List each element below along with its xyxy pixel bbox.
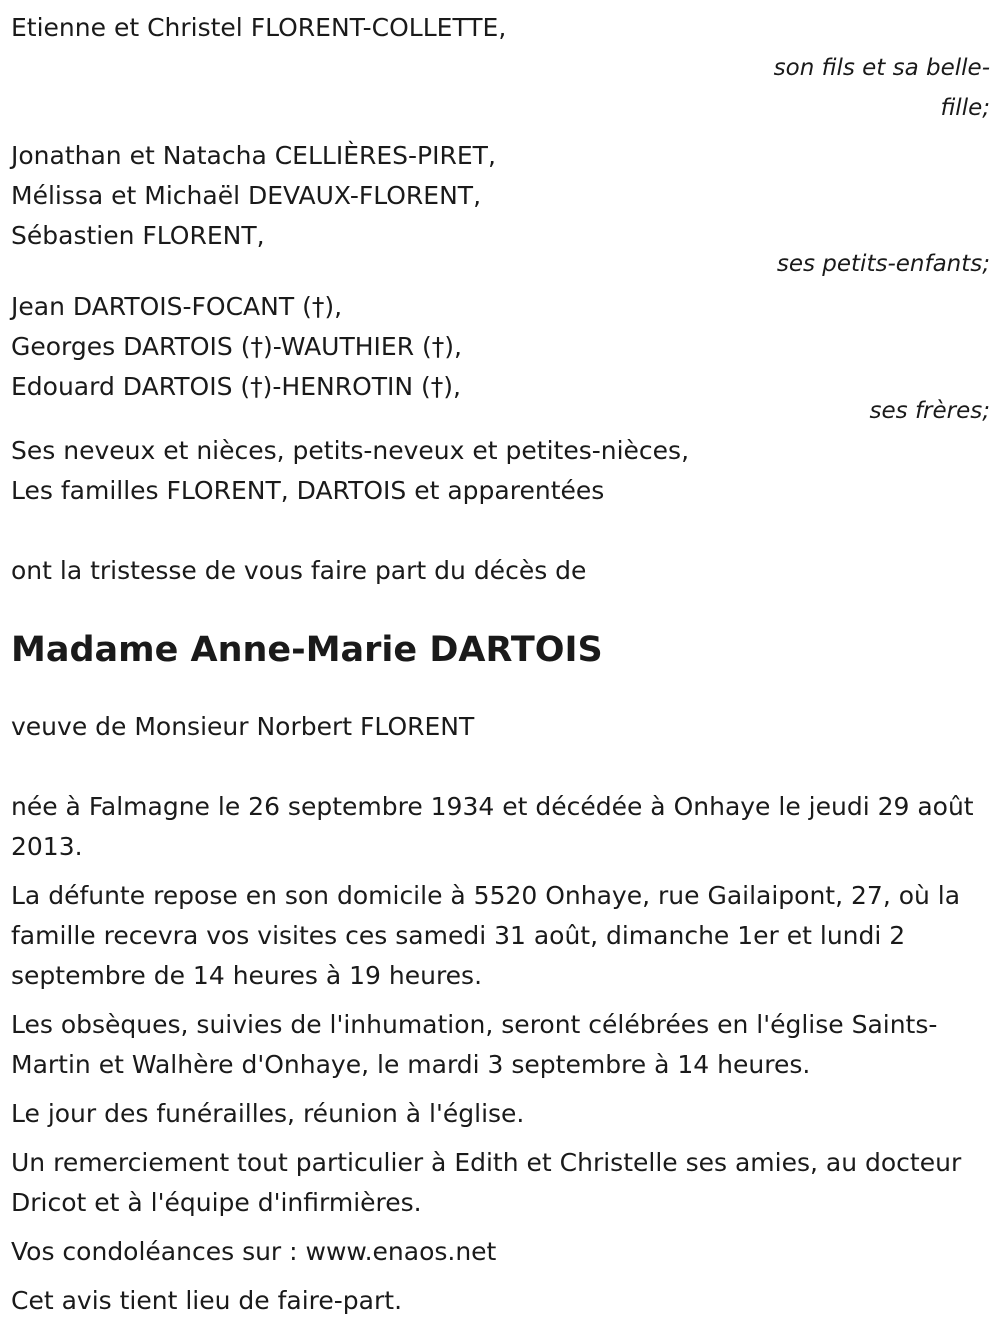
brother-line: Georges DARTOIS (†)-WAUTHIER (†), (11, 332, 462, 361)
spacer (11, 591, 990, 625)
birth-death-paragraph: née à Falmagne le 26 septembre 1934 et décédée à Onhaye le jeudi 29 août 2013. (11, 792, 974, 861)
relatives-line: Les familles FLORENT, DARTOIS et apparentées (11, 476, 605, 505)
son-line: Etienne et Christel FLORENT-COLLETTE, (11, 13, 507, 42)
brothers-list (11, 287, 990, 407)
grandchildren-list (11, 136, 990, 256)
thanks-paragraph: Un remerciement tout particulier à Edith et Christelle ses amies, au docteur Dricot et à l'équipe d'infirmières. (11, 1148, 962, 1217)
brother-line: Edouard DARTOIS (†)-HENROTIN (†), (11, 372, 461, 401)
meeting-paragraph: Le jour des funérailles, réunion à l'église. (11, 1099, 525, 1128)
spacer (11, 128, 990, 136)
son-role: son fils et sa belle-fille; (773, 55, 990, 121)
relatives-line: Ses neveux et nièces, petits-neveux et petites-nièces, (11, 436, 690, 465)
announcement-text: ont la tristesse de vous faire part du décès de (11, 556, 587, 585)
grandchildren-role: ses petits-enfants; (776, 251, 990, 277)
condolences-paragraph: Vos condoléances sur : www.enaos.net (11, 1237, 497, 1266)
spacer (11, 675, 990, 707)
brother-line: Jean DARTOIS-FOCANT (†), (11, 292, 343, 321)
grandchild-line: Mélissa et Michaël DEVAUX-FLORENT, (11, 181, 482, 210)
widow-of-line: veuve de Monsieur Norbert FLORENT (11, 712, 475, 741)
funeral-paragraph: Les obsèques, suivies de l'inhumation, seront célébrées en l'église Saints-Martin et Walhère d'Onhaye, le mardi 3 septembre à 14 heures. (11, 1010, 938, 1079)
grandchild-line: Jonathan et Natacha CELLIÈRES-PIRET, (11, 141, 496, 170)
spacer (11, 511, 990, 551)
spacer (11, 747, 990, 787)
grandchild-line: Sébastien FLORENT, (11, 221, 265, 250)
notice-paragraph: Cet avis tient lieu de faire-part. (11, 1286, 403, 1315)
other-relatives (11, 431, 990, 511)
visitation-paragraph: La défunte repose en son domicile à 5520 Onhaye, rue Gailaipont, 27, où la famille recevra vos visites ces samedi 31 août, dimanche 1er et lundi 2 septembre de 14 heures à 19 heures. (11, 881, 961, 990)
deceased-name: Madame Anne-Marie DARTOIS (11, 630, 603, 670)
brothers-role: ses frères; (869, 398, 990, 424)
